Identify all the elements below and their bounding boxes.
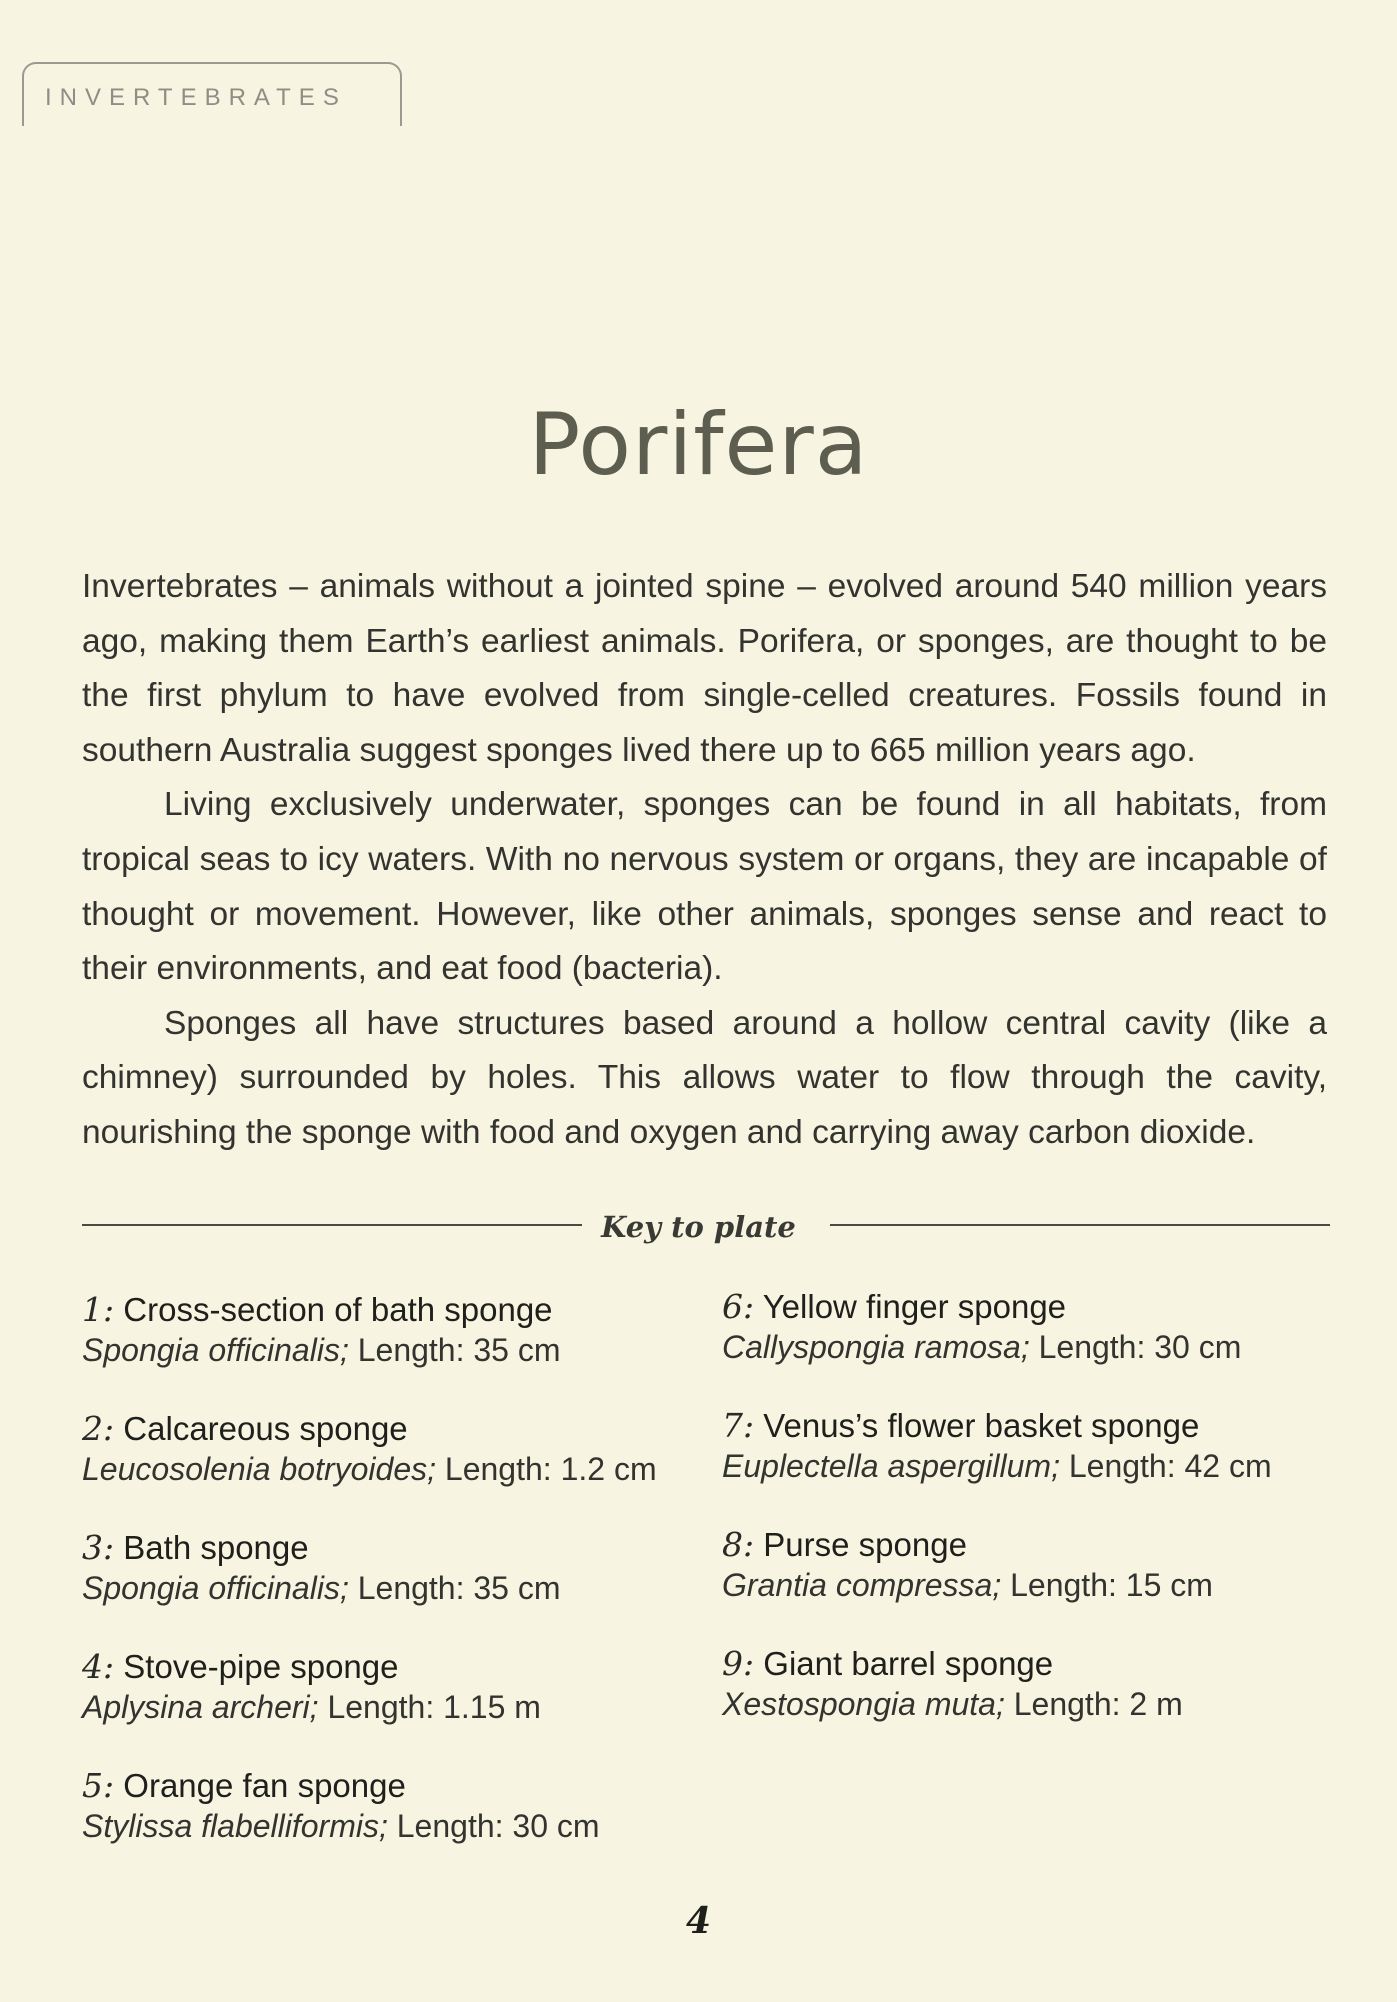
key-entry-length: Length: 30 cm <box>396 1808 600 1844</box>
key-entry-name: Cross-section of bath sponge <box>123 1291 553 1328</box>
key-entry <box>82 1409 722 1489</box>
key-entry-name: Yellow finger sponge <box>762 1288 1067 1325</box>
key-heading: Key to plate <box>601 1210 796 1244</box>
key-entry-name: Stove-pipe sponge <box>123 1648 399 1685</box>
paragraph-3: Sponges all have structures based around a hollow central cavity (like a chimney) surrounded by holes. This allows water to flow through the cavity, nourishing the sponge with food and oxygen and carrying away carbon dioxide. <box>82 1004 1327 1151</box>
key-entry <box>82 1290 722 1370</box>
key-divider-right <box>830 1224 1330 1226</box>
paragraph-1: Invertebrates – animals without a jointed spine – evolved around 540 million years ago, making them Earth’s earliest animals. Porifera, or sponges, are thought to be the first phylum to have evolved from single-celled creatures. Fossils found in southern Australia suggest sponges lived there up to 665 million years ago. <box>82 568 1327 769</box>
key-entry-species: Leucosolenia botryoides; <box>82 1451 437 1487</box>
key-entry-number: 9: <box>722 1644 755 1683</box>
key-entry-name: Venus’s flower basket sponge <box>763 1407 1200 1444</box>
key-entry-species: Spongia officinalis; <box>82 1570 349 1606</box>
key-entry-species: Euplectella aspergillum; <box>722 1448 1060 1484</box>
key-entry-length: Length: 15 cm <box>1010 1567 1213 1603</box>
section-label: INVERTEBRATES <box>45 84 347 111</box>
key-entry <box>722 1287 1362 1367</box>
paragraph-2: Living exclusively underwater, sponges can be found in all habitats, from tropical seas to icy waters. With no nervous system or organs, they are incapable of thought or movement. However, like other animals, sponges sense and react to their environments, and eat food (bacteria). <box>82 786 1327 988</box>
key-entry-number: 3: <box>82 1528 115 1567</box>
key-entry-species: Grantia compressa; <box>722 1567 1002 1603</box>
key-entry-number: 4: <box>82 1647 115 1686</box>
key-entry-number: 1: <box>82 1290 115 1329</box>
key-entry <box>82 1528 722 1608</box>
key-entry-number: 2: <box>82 1409 115 1448</box>
key-entry <box>722 1525 1362 1605</box>
key-entry-species: Spongia officinalis; <box>82 1332 349 1368</box>
key-entry-name: Bath sponge <box>123 1529 309 1566</box>
key-entry <box>722 1644 1362 1724</box>
key-entry-name: Calcareous sponge <box>123 1410 408 1447</box>
key-entry-number: 5: <box>82 1766 115 1805</box>
page-title: Porifera <box>528 395 869 495</box>
key-entry-length: Length: 42 cm <box>1068 1448 1272 1484</box>
key-entry-species: Callyspongia ramosa; <box>722 1329 1030 1365</box>
key-entry <box>722 1406 1362 1486</box>
key-entry-species: Stylissa flabelliformis; <box>82 1808 388 1844</box>
body-text <box>82 560 1327 1161</box>
key-entry-name: Orange fan sponge <box>123 1767 406 1804</box>
key-entry-number: 7: <box>722 1406 755 1445</box>
key-entry-number: 6: <box>722 1287 755 1326</box>
key-entry-length: Length: 2 m <box>1013 1686 1183 1722</box>
key-entry-length: Length: 35 cm <box>357 1570 561 1606</box>
key-entry-number: 8: <box>722 1525 755 1564</box>
key-entry-length: Length: 1.15 m <box>327 1689 541 1725</box>
key-entry-name: Purse sponge <box>763 1526 967 1563</box>
key-entry-length: Length: 35 cm <box>357 1332 561 1368</box>
key-entry-length: Length: 30 cm <box>1038 1329 1242 1365</box>
key-entry-species: Aplysina archeri; <box>82 1689 319 1725</box>
key-entry-species: Xestospongia muta; <box>722 1686 1005 1722</box>
key-entry <box>82 1647 722 1727</box>
key-entry <box>82 1766 722 1846</box>
page-number: 4 <box>685 1900 712 1942</box>
key-entry-name: Giant barrel sponge <box>763 1645 1054 1682</box>
key-entry-length: Length: 1.2 cm <box>444 1451 657 1487</box>
